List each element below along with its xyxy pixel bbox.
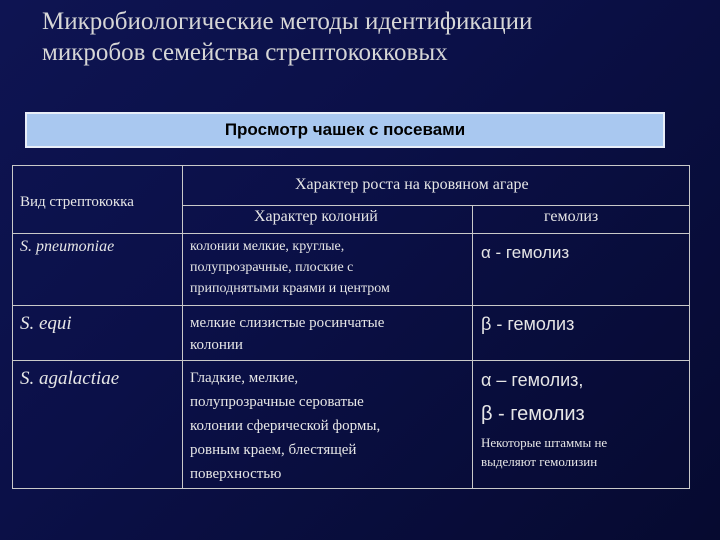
table-divider (12, 360, 690, 361)
hemolysis-agalactiae-alpha: α – гемолиз, (481, 370, 584, 390)
note-line: Некоторые штаммы не (481, 435, 608, 450)
hemolysis-note (481, 433, 607, 471)
slide-title-line-1: Микробиологические методы идентификации (42, 8, 533, 35)
colony-text-line: Гладкие, мелкие, (190, 370, 299, 386)
table-divider (12, 233, 690, 234)
table-divider (183, 205, 690, 206)
hemolysis-equi: β - гемолиз (481, 314, 575, 334)
colony-text-line: полупрозрачные сероватые (190, 394, 364, 410)
species-pneumoniae: S. pneumoniae (20, 238, 115, 255)
colony-text-line: колонии мелкие, круглые, (190, 239, 345, 254)
species-agalactiae: S. agalactiae (20, 368, 120, 389)
slide-title (42, 6, 682, 68)
colonies-agalactiae (190, 366, 380, 486)
note-line: выделяют гемолизин (481, 454, 598, 469)
header-growth: Характер роста на кровяном агаре (295, 176, 529, 193)
slide-title-line-2: микробов семейства стрептококковых (42, 39, 448, 66)
colony-text-line: приподнятыми краями и центром (190, 281, 390, 296)
colony-text-line: колонии (190, 337, 243, 353)
colony-text-line: ровным краем, блестящей (190, 442, 357, 458)
hemolysis-agalactiae-beta: β - гемолиз (481, 403, 585, 425)
colony-text-line: колонии сферической формы, (190, 418, 381, 434)
colonies-pneumoniae (190, 236, 390, 299)
header-species: Вид стрептококка (20, 194, 134, 210)
colony-text-line: поверхностью (190, 466, 282, 482)
colony-text-line: полупрозрачные, плоские с (190, 260, 354, 275)
header-colonies: Характер колоний (254, 208, 378, 225)
species-equi: S. equi (20, 313, 72, 334)
section-banner: Просмотр чашек с посевами (25, 112, 665, 148)
table-divider (182, 165, 183, 489)
table-divider (12, 305, 690, 306)
colony-text-line: мелкие слизистые росинчатые (190, 315, 385, 331)
table-divider (472, 205, 473, 489)
colonies-equi (190, 312, 384, 356)
header-hemolysis: гемолиз (544, 208, 599, 225)
hemolysis-pneumoniae: α - гемолиз (481, 243, 570, 262)
